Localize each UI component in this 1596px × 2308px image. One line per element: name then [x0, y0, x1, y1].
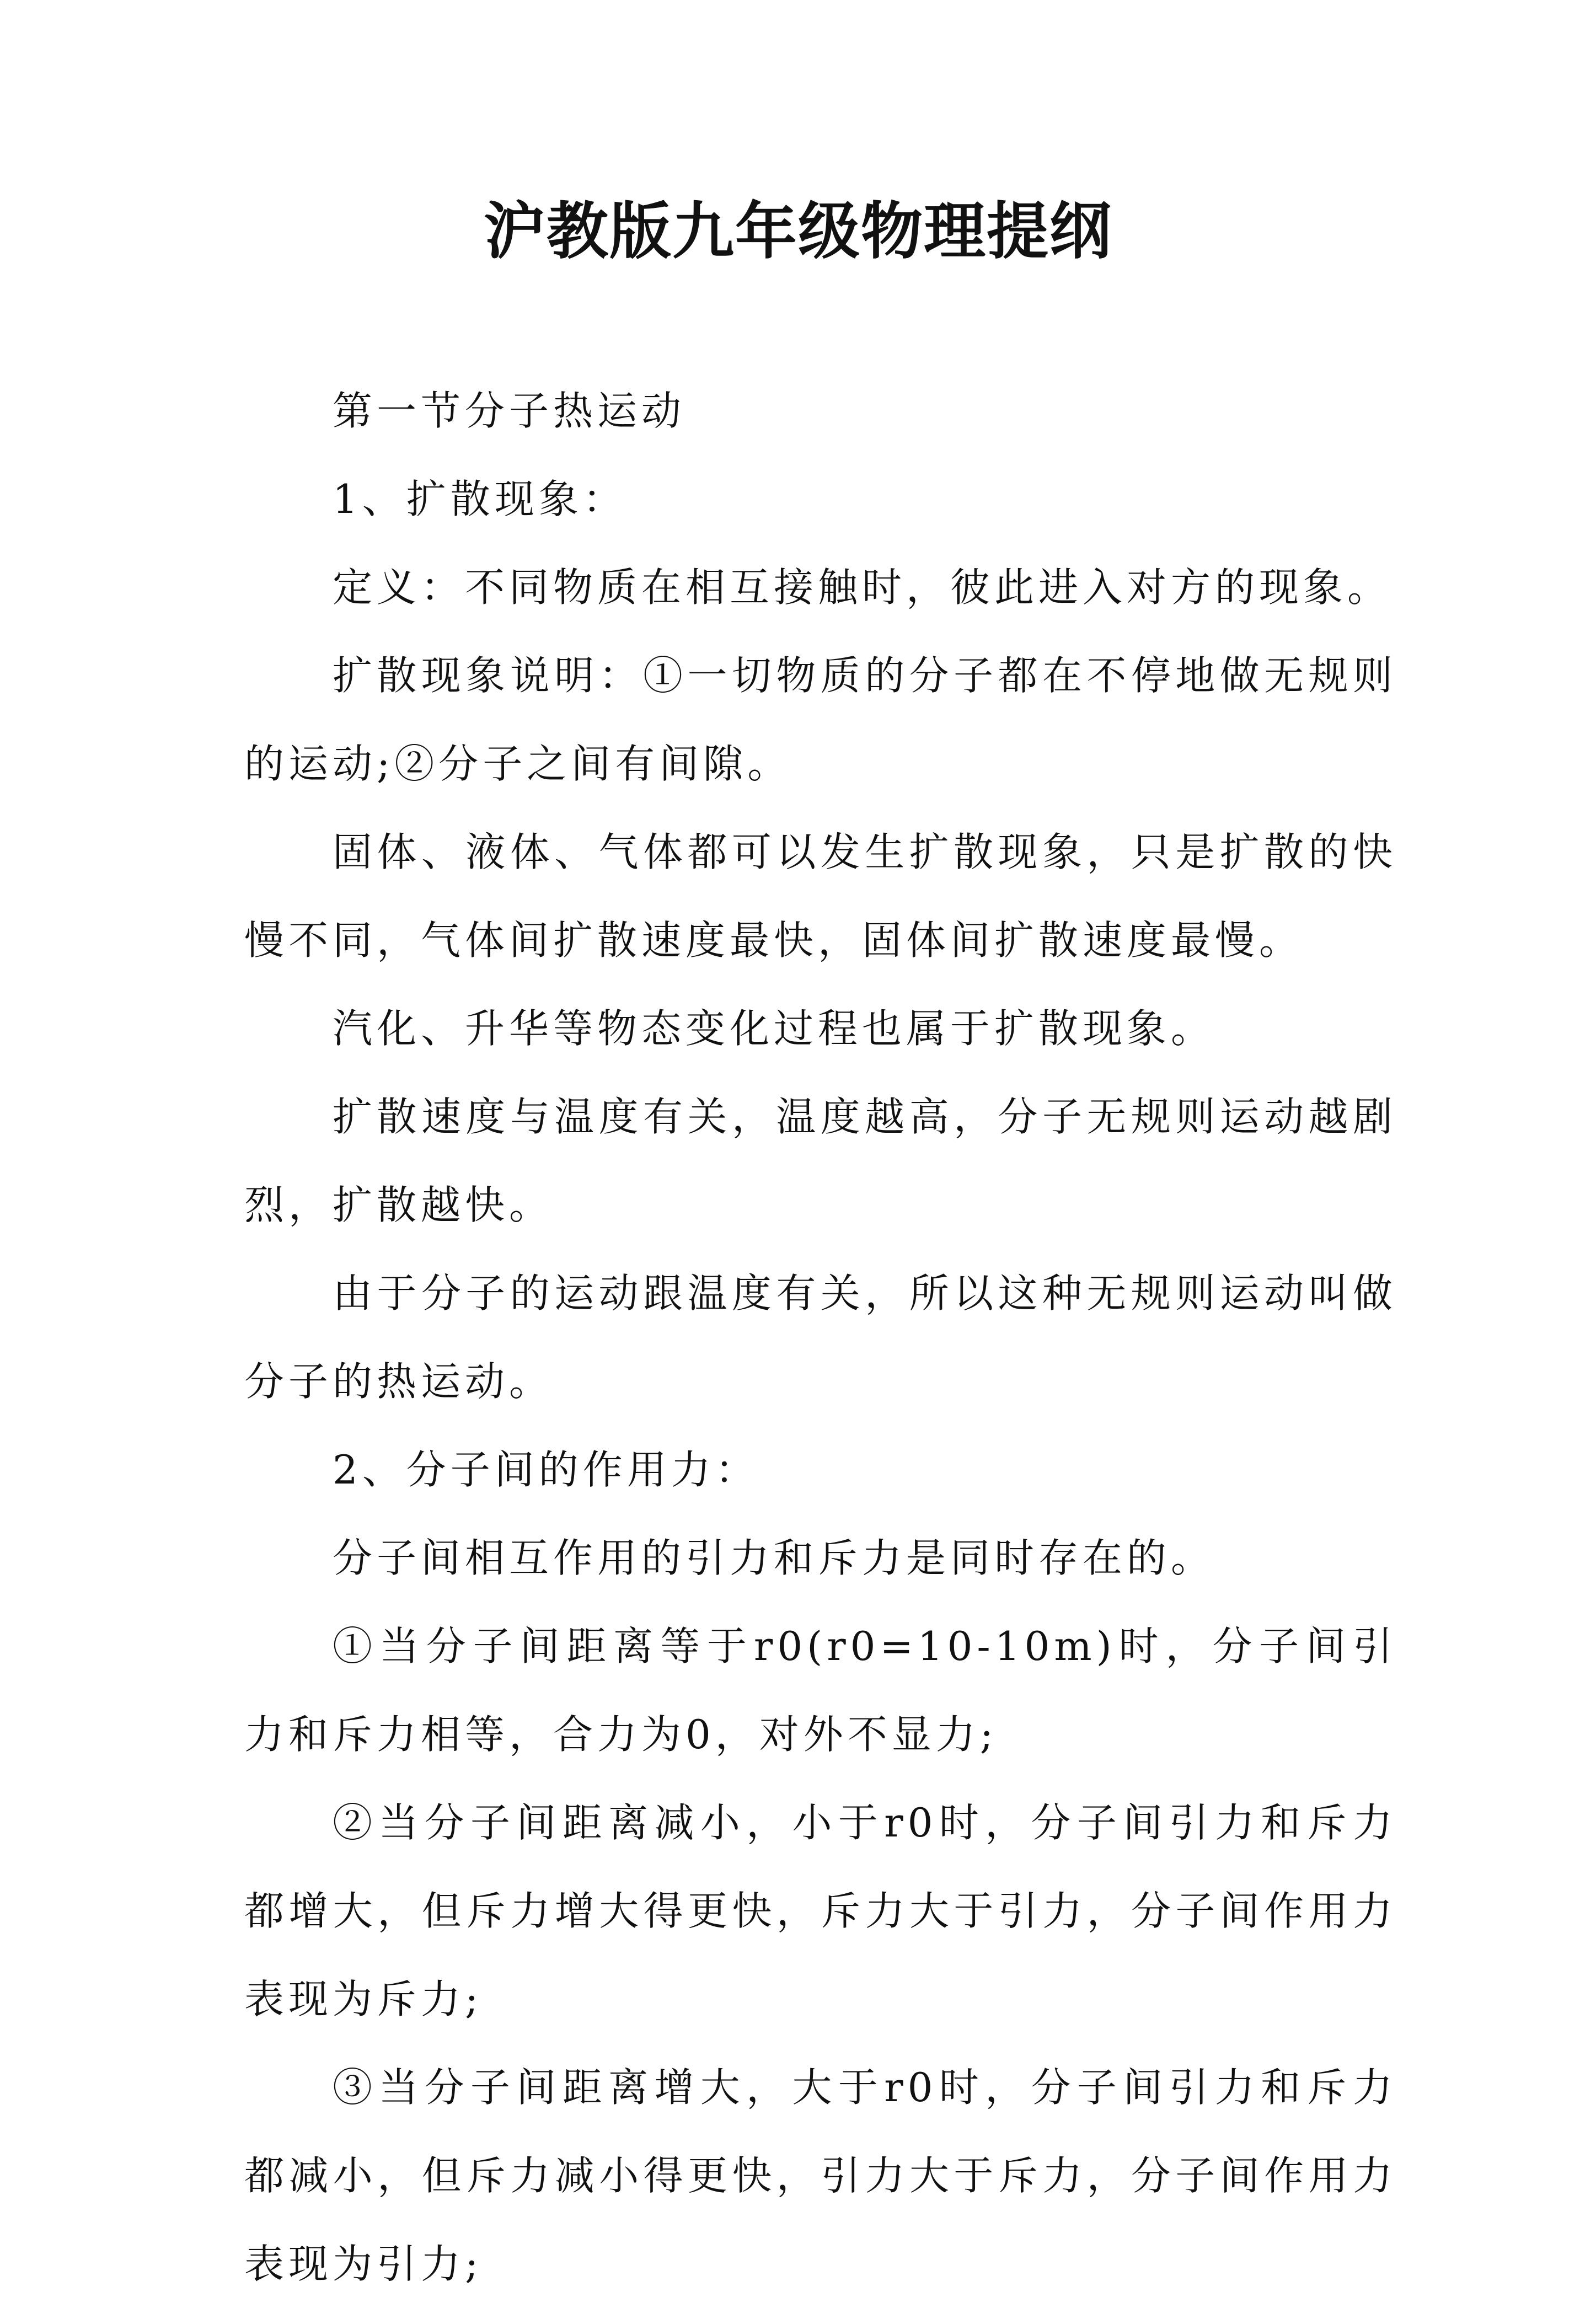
- paragraph: 扩散现象说明：①一切物质的分子都在不停地做无规则的运动;②分子之间有间隙。: [244, 652, 1397, 787]
- paragraph: ①当分子间距离等于r0(r0=10-10m)时，分子间引力和斥力相等，合力为0，对外不显力;: [244, 1623, 1397, 1758]
- paragraph: 固体、液体、气体都可以发生扩散现象，只是扩散的快慢不同，气体间扩散速度最快，固体间扩散速度最慢。: [244, 829, 1397, 963]
- paragraph: ②当分子间距离减小，小于r0时，分子间引力和斥力都增大，但斥力增大得更快，斥力大于引力，分子间作用力表现为斥力;: [244, 1800, 1397, 2022]
- paragraph: 分子间相互作用的引力和斥力是同时存在的。: [333, 1535, 1215, 1581]
- subsection-heading: 1、扩散现象：: [333, 476, 627, 522]
- document-title: 沪教版九年级物理提纲: [484, 195, 1112, 267]
- paragraph: 汽化、升华等物态变化过程也属于扩散现象。: [333, 1005, 1215, 1052]
- paragraph: 由于分子的运动跟温度有关，所以这种无规则运动叫做分子的热运动。: [244, 1270, 1397, 1405]
- paragraph: 定义：不同物质在相互接触时，彼此进入对方的现象。: [333, 564, 1392, 611]
- document-body: [244, 367, 1397, 2308]
- section-heading: 第一节分子热运动: [333, 388, 686, 434]
- subsection-heading: 2、分子间的作用力：: [333, 1447, 759, 1493]
- paragraph: 扩散速度与温度有关，温度越高，分子无规则运动越剧烈，扩散越快。: [244, 1094, 1397, 1228]
- paragraph: ③当分子间距离增大，大于r0时，分子间引力和斥力都减小，但斥力减小得更快，引力大于斥力，分子间作用力表现为引力;: [244, 2064, 1397, 2287]
